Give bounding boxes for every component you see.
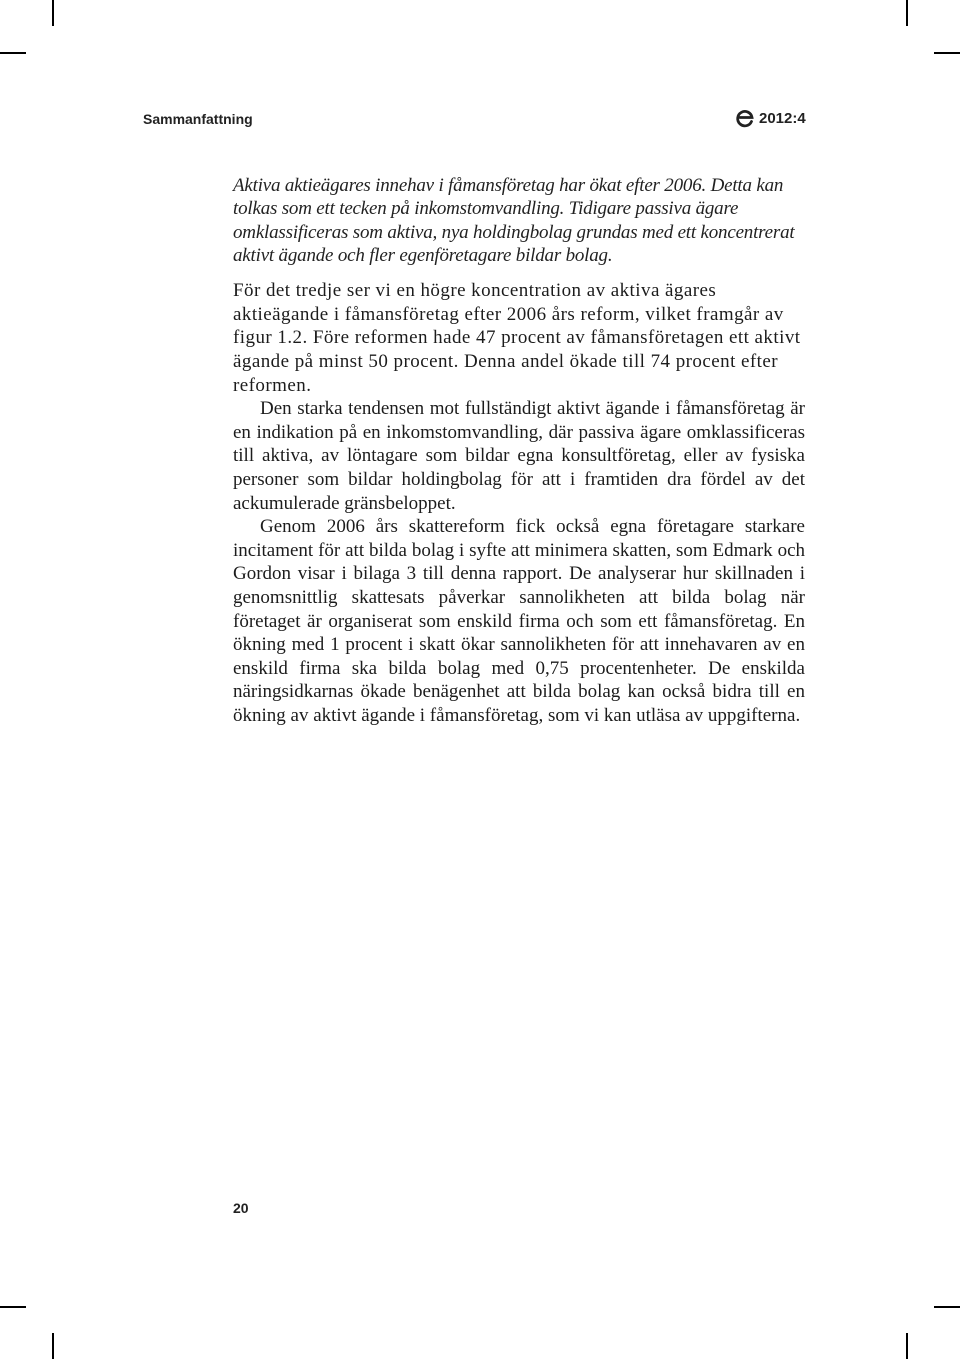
paragraph: Den starka tendensen mot fullständigt aktivt ägande i fåmansföretag är en indikation på en inkomstomvandling, där passiva ägare omklassificeras till aktiva, av löntagare som bildar egna konsultföretag, eller av fysiska personer som bildar holdingbolag för att i framtiden dra fördel av det ackumulerade gränsbeloppet.	[233, 398, 805, 514]
page-number: 20	[233, 1200, 249, 1216]
crop-mark	[0, 1306, 26, 1308]
crop-mark	[906, 0, 908, 26]
paragraph: Genom 2006 års skattereform fick också egna företagare starkare incitament för att bilda bolag i syfte att minimera skatten, som Edmark och Gordon visar i bilaga 3 till denna rapport. De analyserar hur skillnaden i genomsnittlig skattesats påverkar sannolikheten att bilda bolag när företaget är organiserat som enskild firma och som ett fåmansföretag. En ökning med 1 procent i skatt ökar sannolikheten för att innehavaren av en enskild firma ska bilda bolag med 0,75 procentenheter. De enskilda näringsidkarnas ökade benägenhet att bilda bolag kan också bidra till en ökning av aktivt ägande i fåmansföretag, som vi kan utläsa av uppgifterna.	[233, 516, 805, 726]
lead-summary: Aktiva aktieägares innehav i fåmansföretag har ökat efter 2006. Detta kan tolkas som ett tecken på inkomstomvandling. Tidigare passiva ägare omklassificeras som aktiva, nya holdingbolag grundas med ett koncentrerat aktivt ägande och fler egenföretagare bildar bolag.	[233, 175, 795, 266]
crop-mark	[52, 1333, 54, 1359]
e-logo-icon	[735, 108, 755, 128]
issue-label	[735, 108, 806, 128]
crop-mark	[906, 1333, 908, 1359]
section-title: Sammanfattning	[143, 111, 253, 127]
paragraph: För det tredje ser vi en högre koncentration av aktiva ägares aktieägande i fåmansföretag efter 2006 års reform, vilket framgår av figur 1.2. Före reformen hade 47 procent av fåmansföretagen ett aktivt ägande på minst 50 procent. Denna andel ökade till 74 procent efter reformen.	[233, 280, 801, 396]
crop-mark	[934, 52, 960, 54]
main-text	[233, 174, 805, 727]
crop-mark	[934, 1306, 960, 1308]
crop-mark	[0, 52, 26, 54]
crop-mark	[52, 0, 54, 26]
issue-number: 2012:4	[759, 109, 806, 127]
